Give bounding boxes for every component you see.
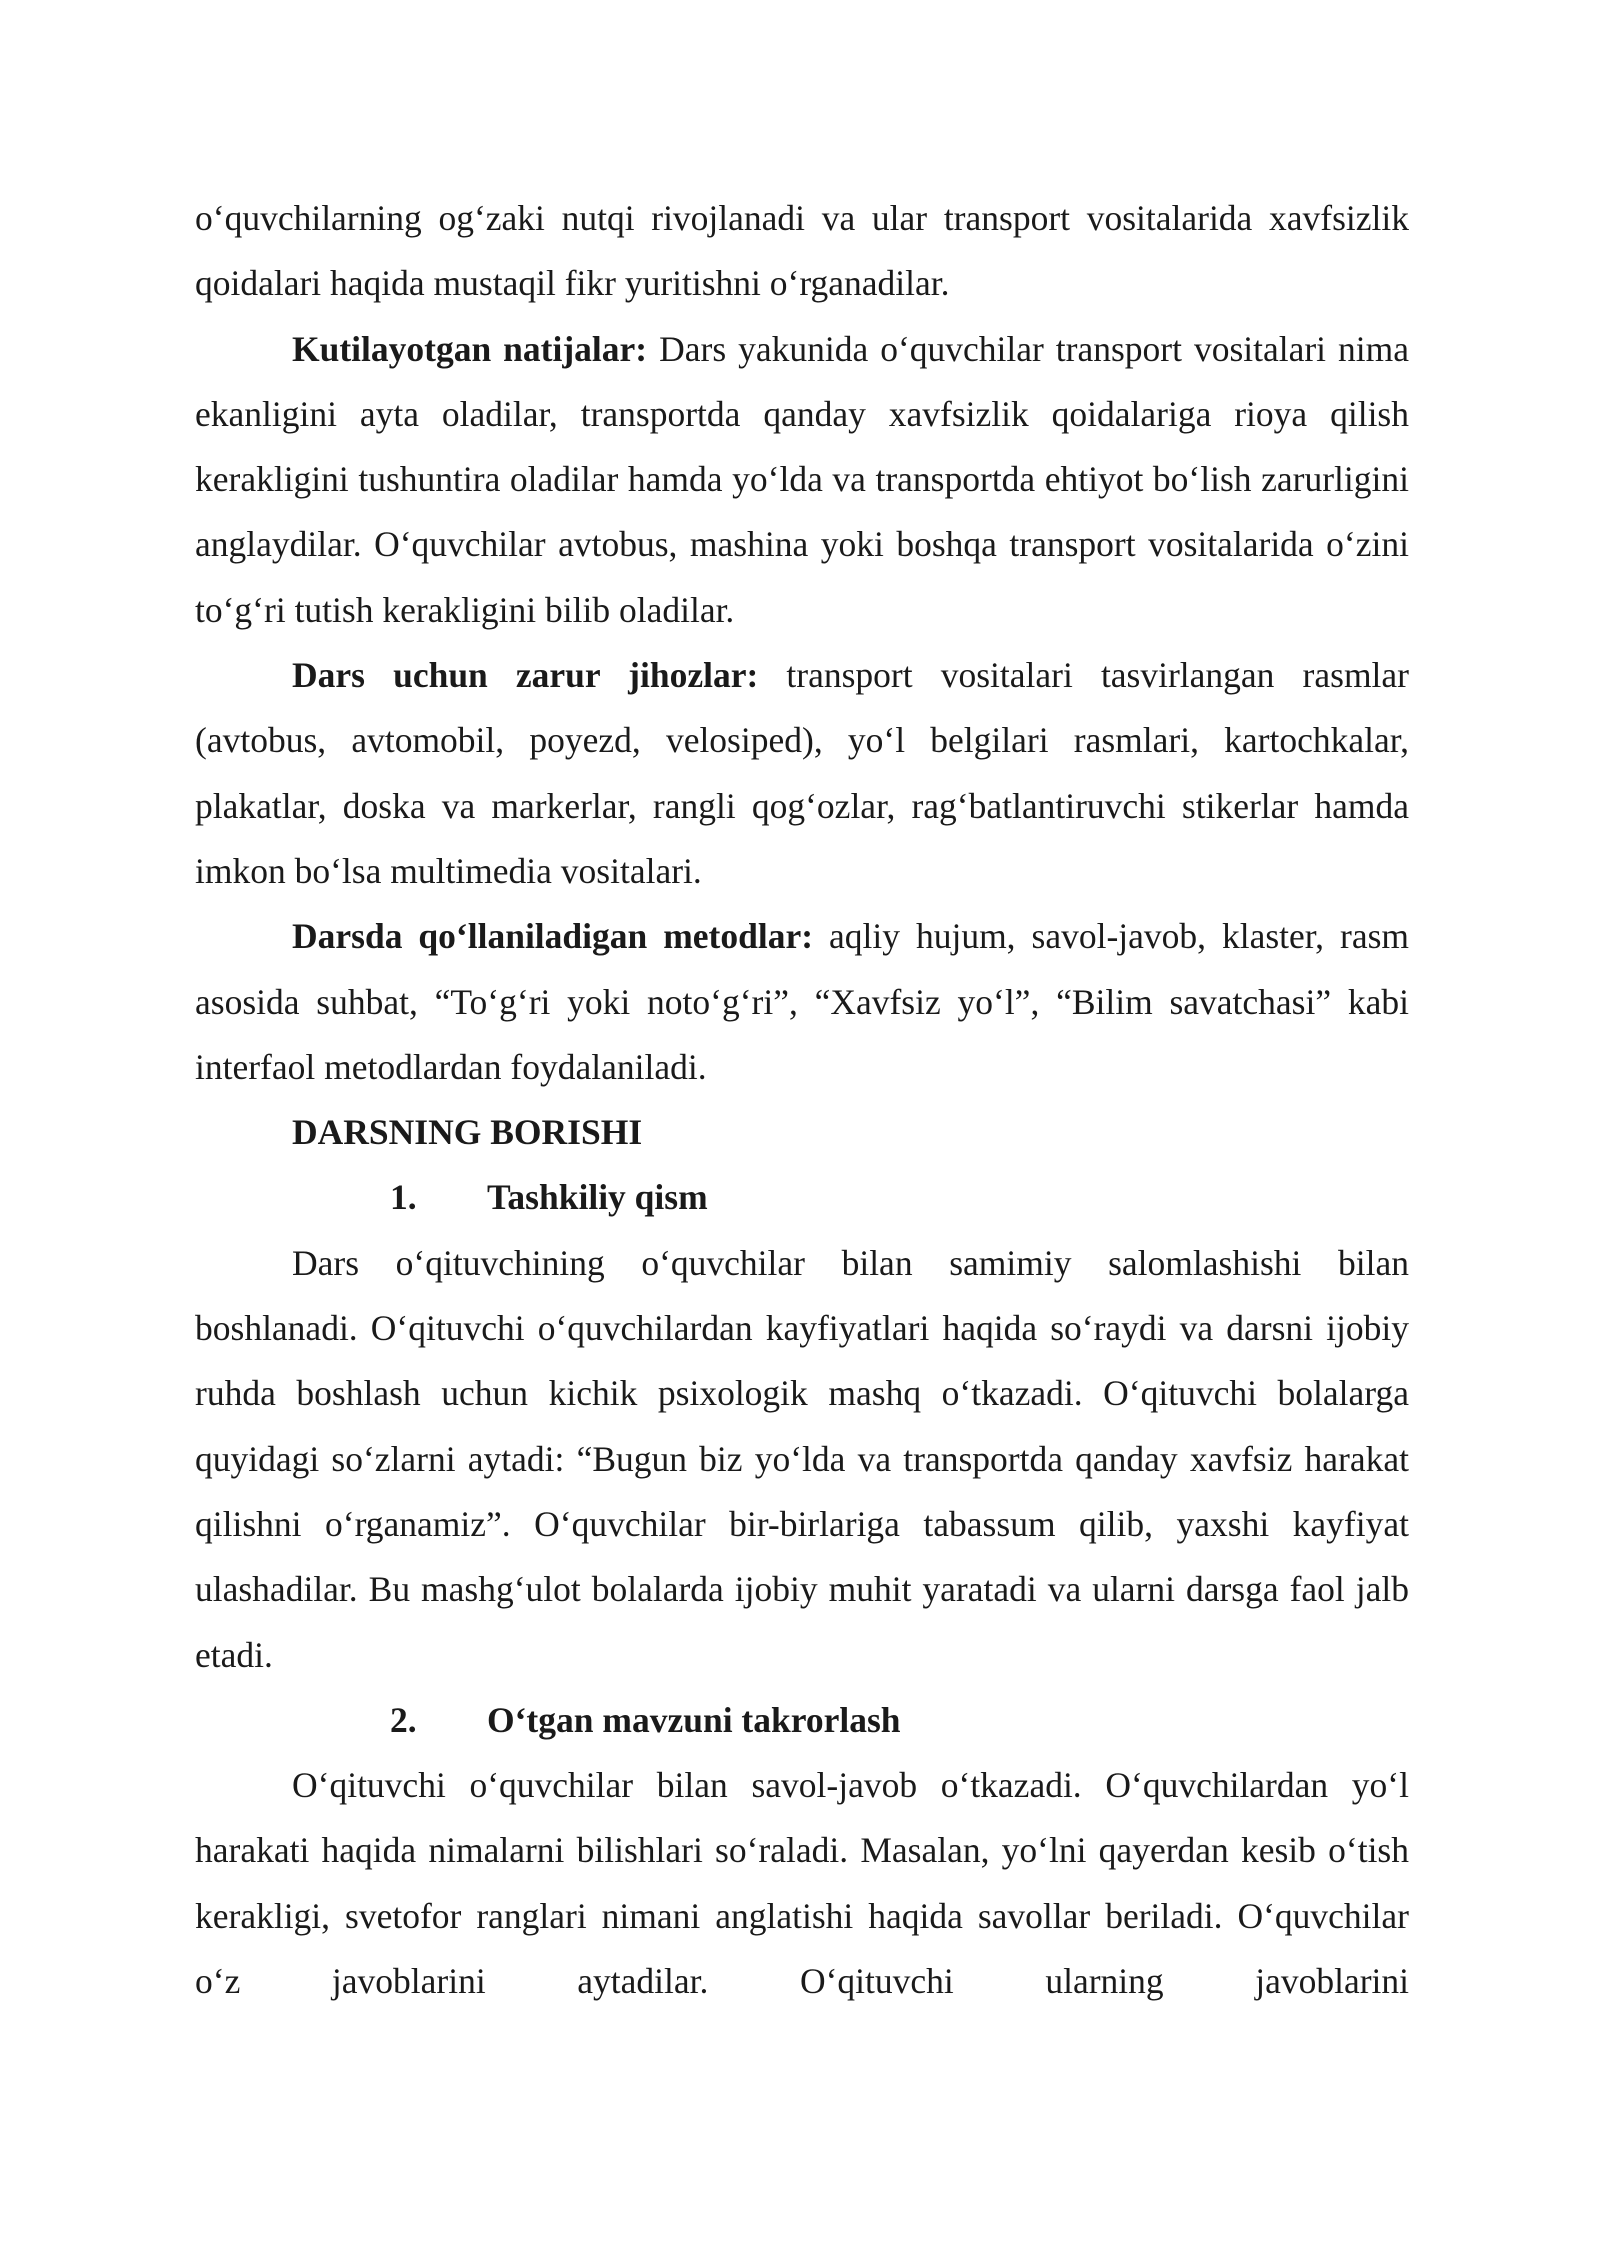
expected-results-text: Dars yakunida o‘quvchilar transport vositalari nima ekanligini ayta oladilar, transportda qanday xavfsizlik qoidalariga rioya qilish kerakligini tushuntira oladilar hamda yo‘lda va transportda ehtiyot bo‘lish zarurligini anglaydilar. O‘quvchilar avtobus, mashina yoki boshqa transport vositalarida o‘zini to‘g‘ri tutish kerakligini bilib oladilar.	[195, 328, 1409, 630]
section-2-heading	[195, 1688, 1409, 1753]
methods-paragraph	[195, 904, 1409, 1100]
section-1-title: Tashkiliy qism	[487, 1177, 708, 1218]
section-2-number: 2.	[390, 1699, 417, 1740]
equipment-label: Dars uchun zarur jihozlar:	[292, 655, 759, 696]
section-1-heading	[195, 1165, 1409, 1230]
methods-text: aqliy hujum, savol-javob, klaster, rasm asosida suhbat, “To‘g‘ri yoki noto‘g‘ri”, “Xavfsiz yo‘l”, “Bilim savatchasi” kabi interfaol metodlardan foydalaniladi.	[195, 916, 1409, 1087]
section-2-paragraph: O‘qituvchi o‘quvchilar bilan savol-javob o‘tkazadi. O‘quvchilardan yo‘l harakati haqida nimalarni bilishlari so‘raladi. Masalan, yo‘lni qayerdan kesib o‘tish kerakligi, svetofor ranglari nimani anglatishi haqida savollar beriladi. O‘quvchilar o‘z javoblarini aytadilar. O‘qituvchi ularning javoblarini	[195, 1765, 1409, 2002]
lesson-progress-heading: DARSNING BORISHI	[292, 1112, 643, 1153]
expected-results-paragraph	[195, 317, 1409, 643]
intro-paragraph: o‘quvchilarning og‘zaki nutqi rivojlanadi va ular transport vositalarida xavfsizlik qoidalari haqida mustaqil fikr yuritishni o‘rganadilar.	[195, 198, 1409, 304]
section-2-title: O‘tgan mavzuni takrorlash	[487, 1699, 901, 1740]
expected-results-label: Kutilayotgan natijalar:	[292, 328, 648, 369]
equipment-paragraph	[195, 643, 1409, 904]
equipment-text: transport vositalari tasvirlangan rasmlar (avtobus, avtomobil, poyezd, velosiped), yo‘l belgilari rasmlari, kartochkalar, plakatlar, doska va markerlar, rangli qog‘ozlar, rag‘batlantiruvchi stikerlar hamda imkon bo‘lsa multimedia vositalari.	[195, 655, 1409, 891]
document-page	[195, 186, 1409, 2014]
methods-label: Darsda qo‘llaniladigan metodlar:	[292, 916, 814, 957]
section-1-paragraph: Dars o‘qituvchining o‘quvchilar bilan samimiy salomlashishi bilan boshlanadi. O‘qituvchi o‘quvchilardan kayfiyatlari haqida so‘raydi va darsni ijobiy ruhda boshlash uchun kichik psixologik mashq o‘tkazadi. O‘qituvchi bolalarga quyidagi so‘zlarni aytadi: “Bugun biz yo‘lda va transportda qanday xavfsiz harakat qilishni o‘rganamiz”. O‘quvchilar bir-birlariga tabassum qilib, yaxshi kayfiyat ulashadilar. Bu mashg‘ulot bolalarda ijobiy muhit yaratadi va ularni darsga faol jalb etadi.	[195, 1242, 1409, 1675]
section-1-number: 1.	[390, 1177, 417, 1218]
